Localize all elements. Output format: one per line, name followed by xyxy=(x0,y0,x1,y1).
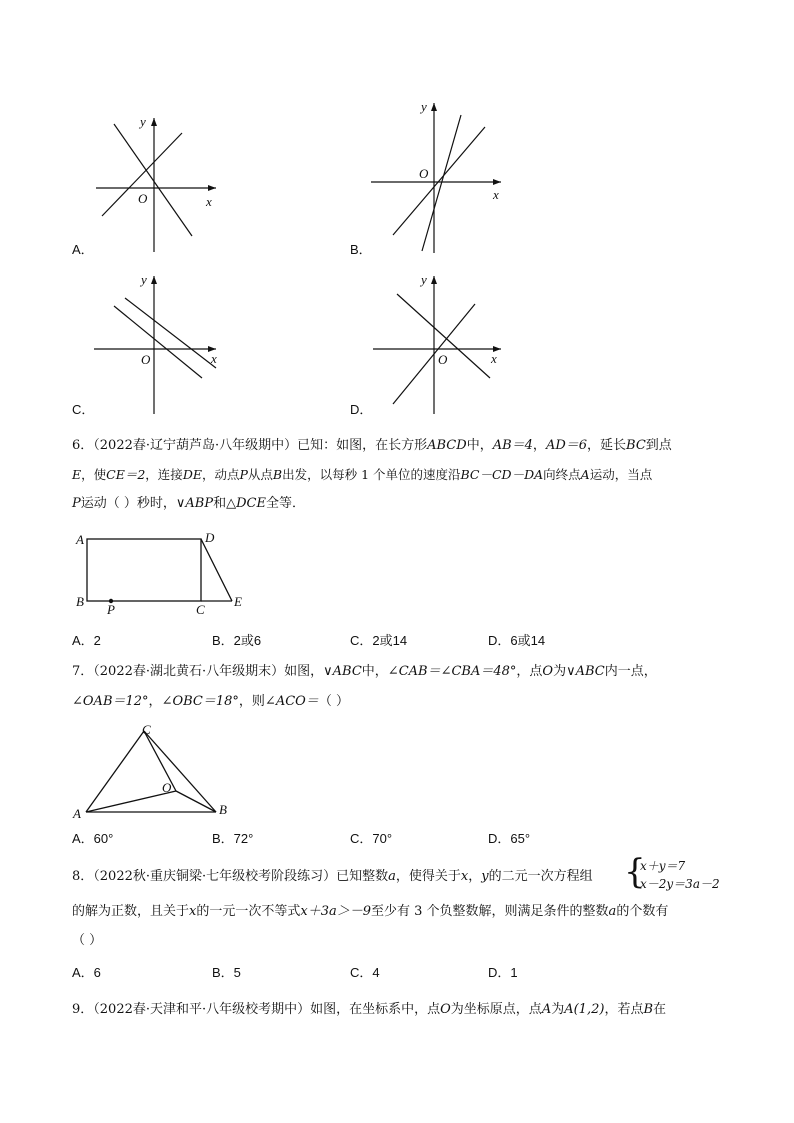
graph-c-option[interactable]: C． xyxy=(72,402,95,417)
graph-a-y-label: y xyxy=(140,114,146,129)
q7-option-a[interactable]: A．60° xyxy=(72,831,114,846)
q6-label-p: P xyxy=(107,602,115,617)
graph-b-origin-label: O xyxy=(419,166,429,181)
q7-label-b: B xyxy=(219,802,227,817)
q8-option-a[interactable]: A．6 xyxy=(72,965,101,980)
q6-figure xyxy=(70,528,260,618)
q8-equation-brace: { xyxy=(624,852,646,892)
graph-a-x-label: x xyxy=(206,194,212,209)
q8-equation-1: x＋y＝7 xyxy=(640,859,686,873)
graph-c-x-label: x xyxy=(211,351,217,366)
q6-option-a[interactable]: A．2 xyxy=(72,633,101,648)
graph-b xyxy=(365,95,525,260)
q7-label-c: C xyxy=(142,722,151,737)
q6-stem-line-2: E，使CE＝2，连接DE，动点P从点B出发，以每秒 1 个单位的速度沿BC－CD－DA向终点A运动，当点 xyxy=(72,467,653,482)
q7-option-d[interactable]: D．65° xyxy=(488,831,531,846)
q8-stem-line-3: （ ） xyxy=(72,933,103,948)
q6-label-a: A xyxy=(76,532,84,547)
q7-stem-line-1: 7．（2022春·湖北黄石·八年级期末）如图，∨ABC中，∠CAB＝∠CBA＝48°，点O为∨ABC内一点， xyxy=(72,664,657,679)
graph-c xyxy=(80,268,240,418)
graph-d-x-label: x xyxy=(491,351,497,366)
graph-d-y-label: y xyxy=(421,272,427,287)
graph-a-option[interactable]: A． xyxy=(72,242,94,257)
q7-figure xyxy=(70,720,250,820)
graph-a xyxy=(80,110,240,260)
graph-d-origin-label: O xyxy=(438,352,448,367)
q6-label-b: B xyxy=(76,594,84,609)
q8-option-c[interactable]: C．4 xyxy=(350,965,380,980)
graph-d-option[interactable]: D． xyxy=(350,402,373,417)
q7-stem-line-2: ∠OAB＝12°，∠OBC＝18°，则∠ACO＝（ ） xyxy=(72,694,349,709)
graph-c-origin-label: O xyxy=(141,352,151,367)
q6-option-d[interactable]: D．6或14 xyxy=(488,633,546,648)
q6-stem-line-1: 6．（2022春·辽宁葫芦岛·八年级期中）已知：如图，在长方形ABCD中，AB＝4，AD＝6，延长BC到点 xyxy=(72,438,672,453)
q8-option-b[interactable]: B．5 xyxy=(212,965,241,980)
q8-equation-2: x－2y＝3a－2 xyxy=(640,877,720,891)
q9-stem-line-1: 9．（2022春·天津和平·八年级校考期中）如图，在坐标系中，点O为坐标原点，点A为A(1,2)，若点B在 xyxy=(72,1002,667,1017)
q8-option-d[interactable]: D．1 xyxy=(488,965,518,980)
q7-label-a: A xyxy=(73,806,81,821)
q7-option-b[interactable]: B．72° xyxy=(212,831,254,846)
q6-stem-line-3: P运动（ ）秒时，∨ABP和△DCE全等． xyxy=(72,496,305,511)
q8-stem-line-1: 8．（2022秋·重庆铜梁·七年级校考阶段练习）已知整数a，使得关于x，y的二元一次方程组 xyxy=(72,869,593,884)
q8-stem-line-2: 的解为正数，且关于x的一元一次不等式x＋3a＞－9至少有 3 个负整数解，则满足条件的整数a的个数有 xyxy=(72,904,669,919)
graph-b-x-label: x xyxy=(493,187,499,202)
q7-option-c[interactable]: C．70° xyxy=(350,831,393,846)
q6-option-c[interactable]: C．2或14 xyxy=(350,633,408,648)
q7-label-o: O xyxy=(162,780,172,795)
q6-option-b[interactable]: B．2或6 xyxy=(212,633,262,648)
graph-c-y-label: y xyxy=(141,272,147,287)
graph-b-y-label: y xyxy=(421,99,427,114)
q6-label-c: C xyxy=(196,602,205,617)
graph-a-origin-label: O xyxy=(138,191,148,206)
q6-label-d: D xyxy=(205,530,215,545)
graph-d xyxy=(365,268,525,418)
graph-b-option[interactable]: B． xyxy=(350,242,372,257)
q6-label-e: E xyxy=(234,594,242,609)
